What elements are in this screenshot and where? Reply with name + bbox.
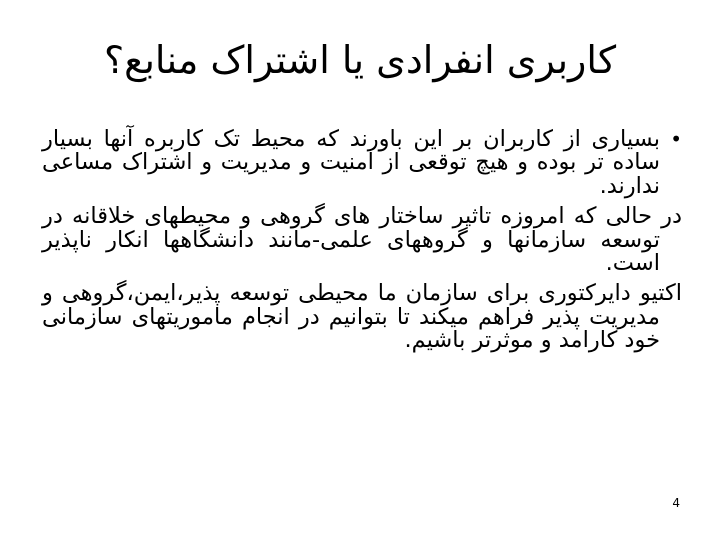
paragraph-3 [42, 282, 682, 352]
slide-body [42, 128, 682, 360]
paragraph-text-3: اکتیو دایرکتوری برای سازمان ما محیطی توسعه پذیر،ایمن،گروهی و مدیریت پذیر فراهم میکند تا بتوانیم در انجام ماموریتهای سازمانی خود کارامد و موثرتر باشیم. [42, 280, 682, 354]
bullet-icon: • [670, 127, 682, 151]
paragraph-text-2: در حالی که امروزه تاثیر ساختار های گروهی و محیطهای خلاقانه در توسعه سازمانها و گروههای علمی-مانند دانشگاهها انکار ناپذیر است. [42, 203, 682, 276]
bullet-paragraph-1 [42, 128, 682, 198]
paragraph-text-1: بسیاری از کاربران بر این باورند که محیط تک کاربره آنها بسیار ساده تر بوده و هیچ توقعی از امنیت و مدیریت و اشتراک مساعی ندارند. [42, 126, 660, 199]
slide-title: کاربری انفرادی یا اشتراک منابع؟ [103, 38, 617, 82]
slide-number: 4 [672, 496, 680, 510]
paragraph-2 [42, 205, 682, 275]
